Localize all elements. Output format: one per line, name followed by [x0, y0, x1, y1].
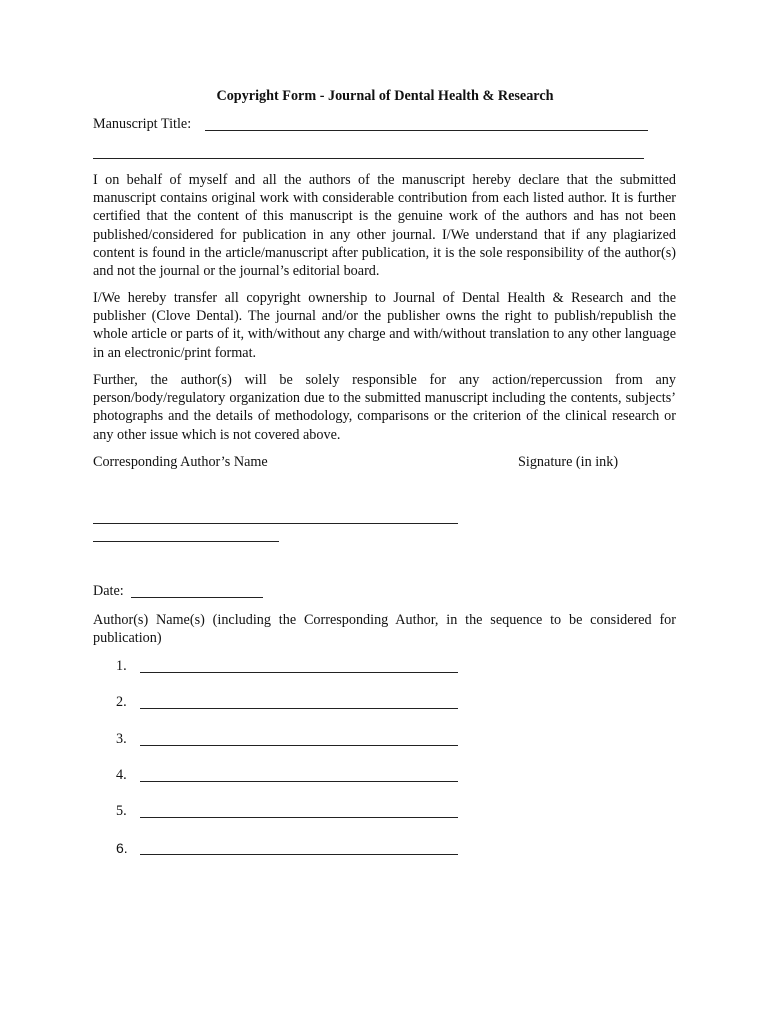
author-name-field-3[interactable] — [140, 745, 458, 746]
author-number-1: 1. — [116, 658, 127, 674]
authors-heading: Author(s) Name(s) (including the Corresponding Author, in the sequence to be considered for publication) — [93, 612, 676, 647]
declaration-paragraph: I on behalf of myself and all the authors of the manuscript hereby declare that the submitted manuscript contains original work with considerable contribution from each listed author. It is further certified that the content of this manuscript is the genuine work of the authors and has not been published/considered for publication in any other journal. I/We understand that if any plagiarized content is found in the article/manuscript after publication, it is the sole responsibility of the author(s) and not the journal or the journal’s editorial board. — [93, 172, 676, 280]
responsibility-paragraph: Further, the author(s) will be solely responsible for any action/repercussion from any person/body/regulatory organization due to the submitted manuscript including the contents, subjects’ photographs and the details of methodology, comparisons or the criterion of the clinical research or any other issue which is not covered above. — [93, 372, 676, 443]
author-name-field-5[interactable] — [140, 817, 458, 818]
manuscript-title-label: Manuscript Title: — [93, 116, 192, 132]
author-name-field-2[interactable] — [140, 708, 458, 709]
manuscript-title-field[interactable] — [205, 130, 648, 131]
author-number-4: 4. — [116, 767, 127, 783]
author-number-3: 3. — [116, 731, 127, 747]
author-name-field-4[interactable] — [140, 781, 458, 782]
document-title: Copyright Form - Journal of Dental Health & Research — [216, 88, 554, 104]
corresponding-author-label: Corresponding Author’s Name — [93, 454, 268, 470]
manuscript-title-field-line-2[interactable] — [93, 158, 644, 159]
author-name-field-1[interactable] — [140, 672, 458, 673]
corresponding-author-name-field[interactable] — [93, 523, 458, 524]
signature-label: Signature (in ink) — [518, 454, 619, 470]
copyright-transfer-paragraph: I/We hereby transfer all copyright ownership to Journal of Dental Health & Research and the publisher (Clove Dental). The journal and/or the publisher owns the right to publish/republish the whole article or parts of it, with/without any charge and with/without translation to any other language in an electronic/print format. — [93, 290, 676, 361]
date-label: Date: — [93, 583, 124, 599]
author-number-6: 6. — [116, 840, 128, 856]
date-field[interactable] — [131, 597, 263, 598]
author-number-5: 5. — [116, 803, 127, 819]
author-number-2: 2. — [116, 694, 127, 710]
corresponding-author-name-field-line-2[interactable] — [93, 541, 279, 542]
author-name-field-6[interactable] — [140, 854, 458, 855]
